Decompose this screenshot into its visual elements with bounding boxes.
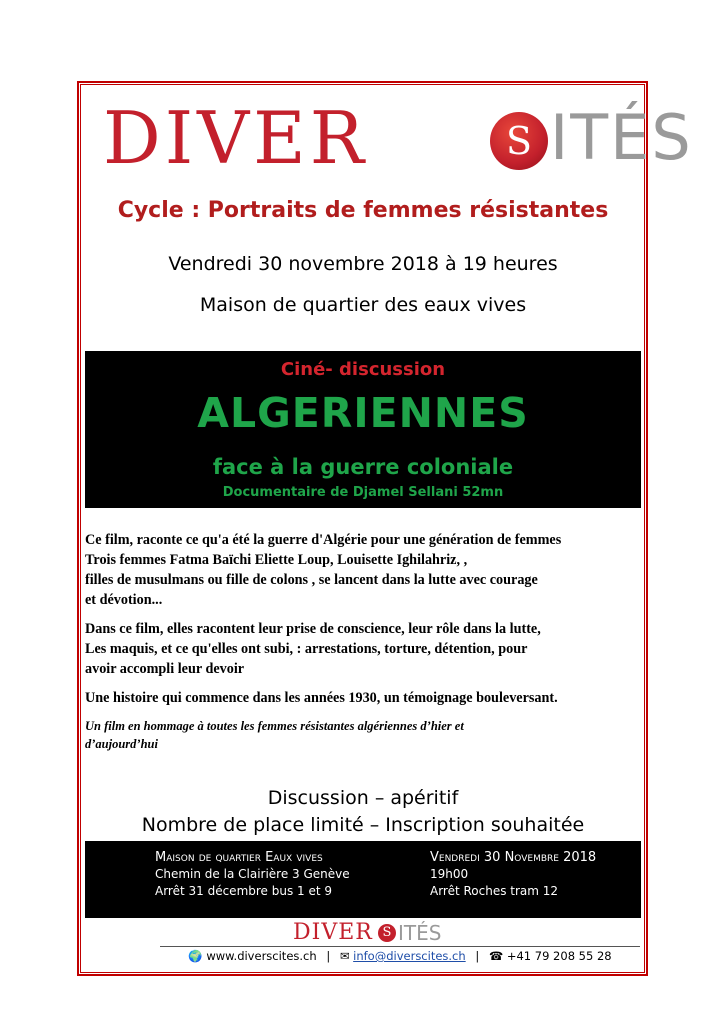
footer-logo: [293, 919, 453, 947]
globe-icon: 🌍: [188, 949, 203, 963]
p2-line: Dans ce film, elles racontent leur prise de conscience, leur rôle dans la lutte,: [85, 621, 541, 637]
cycle-title: Cycle : Portraits de femmes résistantes: [117, 198, 609, 223]
places-line: Nombre de place limité – Inscription souhaitée: [141, 814, 585, 836]
p2-line: Les maquis, et ce qu'elles ont subi, : arrestations, torture, détention, pour: [85, 641, 528, 657]
event-time: 19h00: [430, 867, 469, 881]
footer-divider: [160, 946, 640, 947]
separator: |: [326, 949, 331, 963]
logo-ites-text: ITÉS: [550, 101, 693, 174]
footer-logo-s: S: [382, 925, 392, 940]
venue-heading: Maison de quartier Eaux vives: [155, 850, 323, 865]
film-title: ALGERIENNES: [197, 389, 529, 437]
paragraph-1: [85, 530, 645, 610]
p1-line: Ce film, raconte ce qu'a été la guerre d'Algérie pour une génération de femmes: [85, 532, 562, 548]
footer-logo-diver: DIVER: [293, 920, 373, 945]
address-date-column: [430, 849, 596, 900]
diverscites-logo: [100, 96, 693, 186]
event-date: Vendredi 30 novembre 2018 à 19 heures: [168, 253, 558, 275]
paragraph-2: [85, 619, 645, 679]
separator: |: [475, 949, 480, 963]
logo-s-circle: [490, 112, 548, 170]
address-banner: [85, 841, 641, 918]
website-link[interactable]: www.diverscites.ch: [206, 949, 317, 963]
p1-line: et dévotion...: [85, 592, 163, 608]
film-credit: Documentaire de Djamel Sellani 52mn: [222, 485, 504, 500]
paragraph-tribute: [85, 717, 645, 753]
film-description: [85, 530, 645, 762]
phone-number: +41 79 208 55 28: [506, 949, 612, 963]
event-venue: Maison de quartier des eaux vives: [199, 294, 527, 316]
p1-line: Trois femmes Fatma Baïchi Eliette Loup, Louisette Ighilahriz, ,: [85, 552, 468, 568]
footer-logo-circle: [378, 924, 396, 942]
address-venue-column: [155, 849, 350, 900]
p4-line: d’aujourd’hui: [85, 737, 158, 751]
footer-contacts: [160, 949, 640, 963]
p2-line: avoir accompli leur devoir: [85, 661, 245, 677]
email-link[interactable]: info@diverscites.ch: [353, 949, 466, 963]
logo-diver-text: DIVER: [103, 96, 368, 180]
film-subtitle: face à la guerre coloniale: [212, 455, 514, 479]
mail-icon: ✉: [339, 949, 350, 963]
venue-bus: Arrêt 31 décembre bus 1 et 9: [155, 884, 333, 898]
venue-street: Chemin de la Clairière 3 Genève: [155, 867, 350, 881]
paragraph-3: Une histoire qui commence dans les années 1930, un témoignage bouleversant.: [85, 690, 558, 706]
logo-s-letter: S: [505, 119, 533, 163]
phone-icon: ☎: [488, 949, 504, 963]
date-heading: Vendredi 30 Novembre 2018: [430, 850, 597, 865]
film-type: Ciné- discussion: [280, 359, 446, 380]
tram-stop: Arrêt Roches tram 12: [430, 884, 559, 898]
p4-line: Un film en hommage à toutes les femmes résistantes algériennes d’hier et: [85, 719, 464, 733]
footer-logo-ites: ITÉS: [398, 921, 442, 945]
discussion-line: Discussion – apéritif: [267, 787, 459, 809]
p1-line: filles de musulmans ou fille de colons , se lancent dans la lutte avec courage: [85, 572, 538, 588]
film-banner: [85, 351, 641, 508]
